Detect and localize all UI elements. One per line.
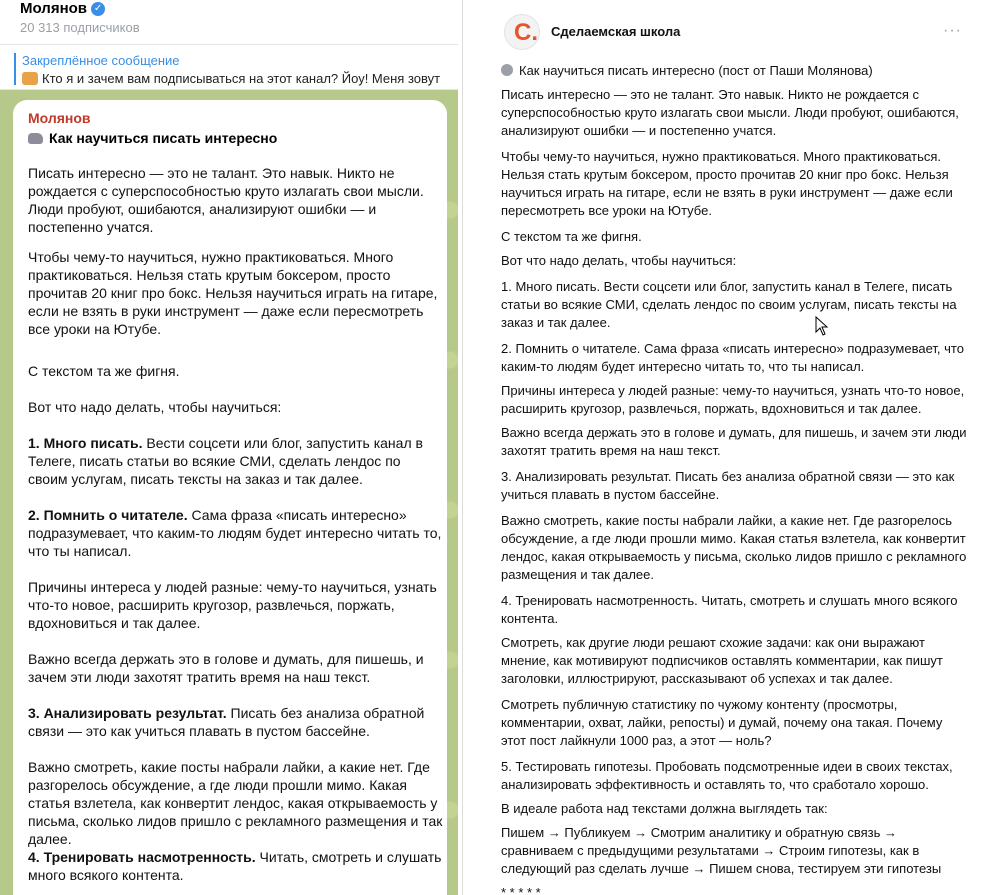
post-paragraph: Чтобы чему-то научиться, нужно практиковаться. Много практиковаться. Нельзя стать крутым боксером, просто прочитав 20 книг про бокс. Нельзя научиться играть на гитаре, если не взять в руки инструмент — даже если пересмотреть все уроки на Ютубе. [501,149,953,218]
community-name[interactable]: Сделаемская школа [551,24,681,39]
post-paragraph: Вот что надо делать, чтобы научиться: [501,253,737,268]
message-paragraph [28,704,443,740]
message-paragraph: Важно смотреть, какие посты набрали лайки, а какие нет. Где разгорелось обсуждение, а где люди прошли мимо. Какая статья взлетела, как конвертит лендос, какая открываемость у письма, сколько лидов пришло с рекламного размещения и так далее. [28,759,443,847]
step-title: 1. Много писать. [28,435,143,451]
pinned-emoji-icon [22,72,38,85]
channel-title [20,0,105,17]
community-avatar[interactable] [504,14,540,50]
elephant-icon [28,133,43,144]
chat-area[interactable] [0,90,458,895]
message-paragraph: С текстом та же фигня. [28,363,180,379]
post-paragraph: Пишем → Публикуем → Смотрим аналитику и обратную связь → сравниваем с предыдущими результатами → Строим гипотезы, как в следующий раз сделать лучше → Пишем снова, тестируем эти гипотезы [501,825,942,876]
post-paragraph: В идеале работа над текстами должна выглядеть так: [501,801,828,816]
step-title: 2. Помнить о читателе. [28,507,188,523]
post-paragraph: 3. Анализировать результат. Писать без анализа обратной связи — это как учиться плавать в пустом бассейне. [501,469,955,502]
pinned-preview [22,71,440,86]
message-bubble[interactable] [13,100,447,895]
step-title: 3. Анализировать результат. [28,705,227,721]
step-title: 4. Тренировать насмотренность. [28,849,256,865]
post-title [501,62,971,80]
channel-name: Молянов [20,0,88,17]
message-paragraph: Причины интереса у людей разные: чему-то научиться, узнать что-то новое, расширить кругозор, развлечься, поржать, вдохновиться и так далее. [28,579,437,631]
telegram-panel [0,0,458,895]
pinned-title: Закреплённое сообщение [22,53,180,68]
post-paragraph: 1. Много писать. Вести соцсети или блог, запустить канал в Телеге, писать статьи во всякие СМИ, сделать лендос по своим услугам, писать тексты на заказ и так далее. [501,279,957,330]
message-paragraph: Вот что надо делать, чтобы научиться: [28,399,282,415]
post-title-text: Как научиться писать интересно (пост от Паши Молянова) [519,63,873,78]
bulb-icon [501,64,513,76]
message-heading-text: Как научиться писать интересно [49,130,278,146]
vk-post-panel [462,0,983,895]
post-paragraph: Важно смотреть, какие посты набрали лайки, а какие нет. Где разгорелось обсуждение, а где люди прошли мимо. Какая статья взлетела, как конвертит лендос, какая открываемость у письма, сколько лидов пришло с рекламного размещения и так далее. [501,513,967,582]
message-author[interactable]: Молянов [28,110,91,126]
pinned-accent-bar [14,53,16,85]
message-paragraph: Писать интересно — это не талант. Это навык. Никто не рождается с суперспособностью круто излагать свои мысли. Люди пробуют, ошибаются, анализируют ошибки — и постепенно учатся. [28,165,424,235]
post-paragraph: 4. Тренировать насмотренность. Читать, смотреть и слушать много всякого контента. [501,593,958,626]
step-text: Писать без анализа обратной связи — это как учиться плавать в пустом бассейне. [28,705,425,739]
message-paragraph: Чтобы чему-то научиться, нужно практиковаться. Много практиковаться. Нельзя стать крутым боксером, просто прочитав 20 книг про бокс. Нельзя научиться играть на гитаре, если не взять в руки инструмент — даже если пересмотреть все уроки на Ютубе. [28,249,438,337]
step-text: Читать, смотреть и слушать много всякого контента. [28,849,442,883]
pinned-preview-text: Кто я и зачем вам подписываться на этот канал? Йоу! Меня зовут [42,71,441,86]
channel-header[interactable] [0,0,458,44]
post-paragraph: Писать интересно — это не талант. Это навык. Никто не рождается с суперспособностью круто излагать свои мысли. Люди пробуют, ошибаются, анализируют ошибки — и постепенно учатся. [501,87,959,138]
message-paragraph: Важно всегда держать это в голове и думать, для пишешь, и зачем эти люди захотят тратить время на наш текст. [28,651,424,685]
message-heading [28,130,277,146]
step-text: Вести соцсети или блог, запустить канал в Телеге, писать статьи во всякие СМИ, сделать лендос по своим услугам, писать тексты на заказ и так далее. [28,435,423,487]
subscriber-count: 20 313 подписчиков [20,20,140,35]
post-paragraph: 2. Помнить о читателе. Сама фраза «писать интересно» подразумевает, что каким-то людям будет интересно читать то, что ты написал. [501,341,964,374]
step-text: Сама фраза «писать интересно» подразумевает, что каким-то людям будет интересно читать то, что ты написал. [28,507,442,559]
message-paragraph [28,506,443,560]
more-options-icon[interactable]: ··· [943,22,962,39]
message-paragraph [28,848,443,884]
post-paragraph: Смотреть, как другие люди решают схожие задачи: как они выражают мнение, как мотивируют подписчиков оставлять комментарии, как пишут заголовки, иллюстрируют, рассказывают об успехах и так далее. [501,635,943,686]
post-paragraph: * * * * * [501,885,541,895]
verified-icon: ✓ [91,2,105,16]
community-logo-letter: С. [514,19,538,46]
pinned-message[interactable] [0,44,458,90]
post-paragraph: С текстом та же фигня. [501,229,642,244]
post-paragraph: Важно всегда держать это в голове и думать, для пишешь, и зачем эти люди захотят тратить время на наш текст. [501,425,967,458]
post-paragraph: Причины интереса у людей разные: чему-то научиться, узнать что-то новое, расширить кругозор, развлечься, поржать, вдохновиться и так далее. [501,383,965,416]
post-paragraph: 5. Тестировать гипотезы. Пробовать подсмотренные идеи в своих текстах, анализировать эффективность и оставлять то, что сработало хорошо. [501,759,953,792]
post-paragraph: Смотреть публичную статистику по чужому контенту (просмотры, комментарии, охват, лайки, репосты) и думай, почему она такая. Почему этот пост лайкнули 1000 раз, а этот — ноль? [501,697,943,748]
mouse-cursor-icon [815,316,829,336]
message-paragraph [28,434,443,488]
